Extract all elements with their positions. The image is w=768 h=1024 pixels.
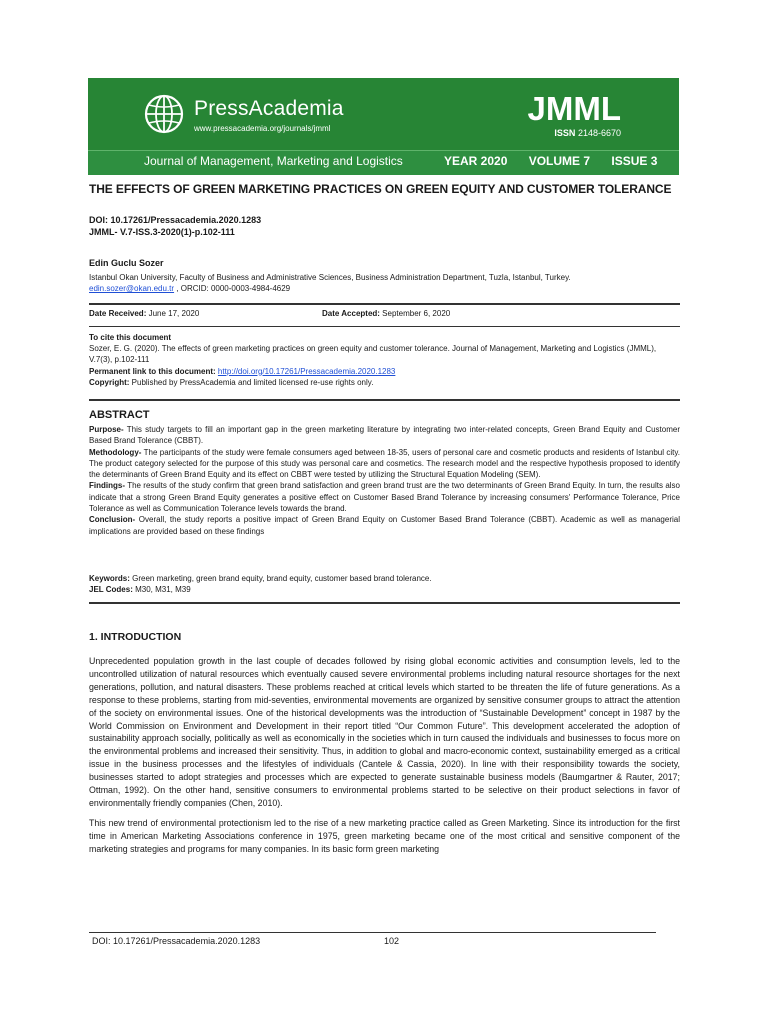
page-number: 102	[384, 936, 400, 946]
keywords-line	[89, 573, 680, 584]
article-doi: DOI: 10.17261/Pressacademia.2020.1283	[89, 215, 262, 225]
divider	[89, 326, 680, 327]
author-block	[89, 258, 689, 295]
received-label: Date Received:	[89, 309, 147, 318]
copyright-text: Published by PressAcademia and limited licensed re-use rights only.	[129, 377, 374, 387]
paragraph: Unprecedented population growth in the last couple of decades followed by rising global economic activities and consumption levels, led to the uncontrolled utilization of natural resources which eventually caused severe environmental problems including natural resource shortages for the next generations, pollution, and natural disasters. These problems reached at critical levels which started to be threaten the life of future generations. As a response to these problems, starting from mid-seventies, environmental movements are organized by sensitive consumer groups to attract the attention of the society on environmental issues. One of the historical developments was the introduction of “Sustainable Development” concept in 1987 by the World Commission on Environment and Development in their report titled “Our Common Future”. This development accelerated the adoption of sustainability approach socially, politically as well as economically in the societies which in turn caused the individuals and businesses to focus more on the environmental problems and increased their sensitivity. Thus, in addition to global and macro-economic context, sustainability emerged as a critical issue in the business processes and the lifestyles of individuals (Cantele & Cassia, 2020). In line with their responsibility towards the society, businesses started to adopt strategies and processes which are expected to generate sustainable business models (Baumgartner & Rauter, 2017; Ottman, 1992). On the other hand, sensitive consumers to environmental problems started to be selective on their product selections in favor of environmentally friendly companies (Chen, 2010).	[89, 656, 680, 808]
citation-code: JMML- V.7-ISS.3-2020(1)-p.102-111	[89, 227, 235, 237]
conclusion-text: Overall, the study reports a positive impact of Green Brand Equity on Customer Based Brand Tolerance (CBBT). Academic as well as managerial implications are provided based on these findings	[89, 515, 680, 536]
brand-name: PressAcademia	[194, 97, 344, 120]
cite-heading: To cite this document	[89, 333, 172, 342]
issn-label: ISSN	[554, 128, 576, 138]
accepted-label: Date Accepted:	[322, 309, 380, 318]
copyright-label: Copyright:	[89, 377, 130, 387]
jel-label: JEL Codes:	[89, 585, 133, 595]
received	[89, 309, 199, 318]
affiliation: Istanbul Okan University, Faculty of Business and Administrative Sciences, Business Administration Department, Tuzla, Istanbul, Turkey.	[89, 272, 571, 282]
conclusion-label: Conclusion-	[89, 515, 136, 525]
year: YEAR 2020	[444, 154, 508, 168]
keywords-label: Keywords:	[89, 574, 130, 583]
email-link[interactable]: edin.sozer@okan.edu.tr	[89, 284, 175, 293]
divider	[89, 303, 680, 305]
volume: VOLUME 7	[528, 154, 591, 168]
footer-rule	[89, 932, 656, 933]
abstract-body	[89, 424, 680, 537]
issn-value: 2148-6670	[577, 128, 621, 138]
cite-block	[89, 332, 680, 388]
jel-text: M30, M31, M39	[132, 585, 191, 595]
issue-meta	[444, 154, 675, 168]
methodology-text: The participants of the study were female consumers aged between 18-35, users of personal care and cosmetic products and residents of Istanbul city. The product category selected for the purpose of this study was personal care and cosmetics. The research model and the respective hypothesis proposed to identify the determinants of Green Brand Equity and its effect on CBBT were tested by utilizing the Structural Equation Modeling (SEM).	[89, 447, 680, 480]
paragraph: This new trend of environmental protectionism led to the rise of a new marketing practice called as Green Marketing. Since its introduction for the first time in American Marketing Associations conference in 1975, green marketing became one of the most critical and sensitive component of the marketing strategies and programs for many companies. In its basic form green marketing	[89, 817, 680, 854]
divider	[89, 602, 680, 604]
contact-line	[89, 283, 689, 295]
accepted-value: September 6, 2020	[379, 309, 451, 318]
journal-abbreviation: JMML	[527, 90, 621, 127]
journal-banner	[88, 78, 679, 174]
section-body	[89, 655, 680, 863]
methodology-label: Methodology-	[89, 447, 142, 457]
findings-label: Findings-	[89, 481, 125, 491]
keywords-text: Green marketing, green brand equity, brand equity, customer based brand tolerance.	[129, 574, 432, 583]
journal-name: Journal of Management, Marketing and Logistics	[144, 154, 403, 168]
dates-row	[89, 309, 680, 318]
abstract-methodology	[89, 447, 680, 481]
permalink-label: Permanent link to this document:	[89, 366, 216, 376]
copyright-line	[89, 377, 680, 388]
globe-icon	[144, 94, 184, 134]
author-name: Edin Guclu Sozer	[89, 258, 164, 268]
doi-block	[89, 214, 261, 238]
abstract-conclusion	[89, 514, 680, 537]
article-title: THE EFFECTS OF GREEN MARKETING PRACTICES ON GREEN EQUITY AND CUSTOMER TOLERANCE	[89, 182, 672, 196]
footer-doi: DOI: 10.17261/Pressacademia.2020.1283	[92, 936, 261, 946]
abstract-findings	[89, 480, 680, 514]
jel-line	[89, 584, 680, 595]
divider	[89, 399, 680, 401]
permalink-line	[89, 366, 680, 377]
purpose-text: This study targets to fill an important gap in the green marketing literature by integrating two inter-related concepts, Green Brand Equity and Customer Based Brand Tolerance (CBBT).	[89, 425, 680, 446]
cite-text: Sozer, E. G. (2020). The effects of green marketing practices on green equity and customer tolerance. Journal of Management, Marketing and Logistics (JMML), V.7(3), p.102-111	[89, 344, 657, 365]
issn	[554, 128, 621, 138]
accepted	[322, 309, 450, 318]
purpose-label: Purpose-	[89, 425, 124, 434]
abstract-purpose	[89, 424, 680, 447]
received-value: June 17, 2020	[146, 309, 200, 318]
abstract-heading: ABSTRACT	[89, 409, 150, 421]
section-heading: 1. INTRODUCTION	[89, 631, 182, 643]
issue: ISSUE 3	[611, 154, 658, 168]
keywords-block	[89, 573, 680, 596]
brand-url[interactable]: www.pressacademia.org/journals/jmml	[194, 124, 331, 133]
findings-text: The results of the study confirm that green brand satisfaction and green brand trust are the two determinants of Green Brand Equity. In turn, the results also indicate that a strong Green Brand Equity generates a positive effect on Customer Based Brand Tolerance by increasing consumers' Performance Tolerance, Price Tolerance as well as Communication Tolerance levels towards the brand.	[89, 481, 680, 514]
orcid: , ORCID: 0000-0003-4984-4629	[174, 284, 291, 293]
permalink[interactable]: http://doi.org/10.17261/Pressacademia.2020.1283	[217, 366, 396, 376]
